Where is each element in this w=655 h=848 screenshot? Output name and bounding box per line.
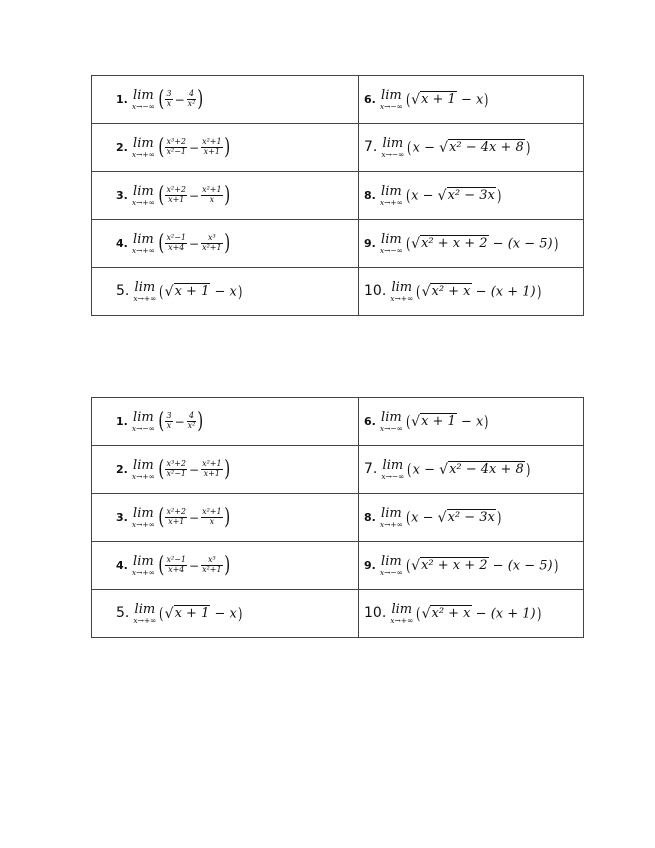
fraction: [201, 508, 223, 527]
limit-expression: [157, 456, 231, 482]
fraction: [165, 138, 187, 157]
numerator: x²+1: [202, 507, 222, 517]
problem-number: 6.: [364, 93, 376, 106]
denominator: x²−1: [166, 469, 186, 478]
close-paren: ): [197, 86, 204, 112]
radicand: x + 1: [174, 606, 210, 621]
limit-expression: [157, 134, 231, 160]
sqrt-sign: √: [164, 283, 174, 300]
tail-expression: − (x + 1): [475, 284, 536, 299]
minus-sign: −: [189, 510, 200, 525]
limit-subscript: x→+∞: [131, 471, 155, 481]
sqrt-sign: √: [421, 605, 431, 622]
problem-cell: [359, 220, 584, 268]
lim-word: lim: [134, 279, 156, 295]
denominator: x: [166, 99, 172, 108]
problem-cell: [92, 590, 359, 638]
table-row: [92, 268, 584, 316]
limit-subscript: x→+∞: [379, 197, 403, 207]
lim-word: lim: [391, 601, 413, 617]
lim-word: lim: [382, 457, 404, 473]
limit-operator: [381, 459, 404, 481]
denominator: x: [166, 421, 172, 430]
tail-expression: − (x − 5): [492, 236, 553, 251]
lim-word: lim: [382, 135, 404, 151]
limit-subscript: x→−∞: [381, 471, 405, 481]
problem-number: 8.: [364, 511, 376, 524]
open-paren: (: [158, 552, 165, 578]
limit-operator: [132, 507, 155, 529]
problem-cell: [359, 446, 584, 494]
limit-subscript: x→−∞: [379, 567, 403, 577]
close-paren: ): [223, 182, 230, 208]
limit-operator: [381, 137, 404, 159]
radicand: x² + x + 2: [421, 558, 488, 573]
close-paren: ): [536, 281, 541, 301]
limit-expression: [157, 552, 231, 578]
numerator: x²−1: [166, 555, 186, 565]
limit-expression: [405, 411, 490, 431]
radicand: x² + x + 2: [421, 236, 488, 251]
limit-operator: [133, 603, 156, 625]
problem-number: 1.: [116, 93, 128, 106]
sqrt-sign: √: [437, 187, 447, 204]
lim-word: lim: [133, 553, 154, 569]
problem-number: 7.: [364, 461, 378, 477]
sqrt-sign: √: [421, 283, 431, 300]
problem-number: 8.: [364, 189, 376, 202]
fraction: [165, 186, 187, 205]
problem-number: 4.: [116, 237, 128, 250]
denominator: x²+1: [202, 565, 222, 574]
numerator: x²+2: [166, 507, 186, 517]
problem-number: 4.: [116, 559, 128, 572]
sqrt-sign: √: [411, 413, 421, 430]
problem-number: 6.: [364, 415, 376, 428]
limit-subscript: x→−∞: [379, 423, 403, 433]
numerator: 3: [166, 89, 172, 99]
problem-number: 2.: [116, 141, 128, 154]
limit-operator: [390, 281, 413, 303]
limit-operator: [132, 233, 155, 255]
problem-cell: [92, 446, 359, 494]
numerator: x³: [201, 234, 223, 244]
open-paren: (: [158, 134, 165, 160]
tail-expression: − (x − 5): [492, 558, 553, 573]
problem-number: 3.: [116, 189, 128, 202]
numerator: 3: [166, 411, 172, 421]
numerator: x²+1: [202, 459, 222, 469]
sqrt-sign: √: [439, 139, 449, 156]
limit-operator: [390, 603, 413, 625]
limit-operator: [132, 137, 155, 159]
minus-sign: −: [189, 140, 200, 155]
limit-expression: [157, 408, 205, 434]
numerator: x³+2: [166, 137, 186, 147]
limit-subscript: x→+∞: [379, 519, 403, 529]
open-paren: (: [158, 86, 165, 112]
limit-subscript: x→−∞: [379, 245, 403, 255]
problem-cell: [92, 172, 359, 220]
fraction: [187, 412, 197, 431]
limit-expression: [405, 89, 490, 109]
problem-cell: [359, 268, 584, 316]
table-row: [92, 124, 584, 172]
limit-subscript: x→+∞: [133, 615, 157, 625]
problem-cell: [92, 220, 359, 268]
limit-expression: [157, 182, 231, 208]
radicand: x² − 3x: [447, 188, 495, 203]
limit-subscript: x→+∞: [131, 519, 155, 529]
denominator: x+4: [168, 243, 185, 252]
denominator: x: [209, 517, 215, 526]
problem-number: 5.: [116, 283, 130, 299]
problem-number: 9.: [364, 237, 376, 250]
close-paren: ): [525, 459, 531, 479]
close-paren: ): [553, 555, 558, 575]
tail-expression: − x: [460, 414, 484, 429]
limit-subscript: x→−∞: [131, 423, 155, 433]
fraction: [201, 234, 223, 253]
fraction: [187, 90, 197, 109]
open-paren: (: [159, 603, 164, 623]
head-expression: x −: [411, 188, 434, 203]
problem-cell: [92, 398, 359, 446]
problem-cell: [359, 590, 584, 638]
limit-operator: [380, 89, 403, 111]
open-paren: (: [158, 456, 165, 482]
limit-operator: [380, 555, 403, 577]
problem-cell: [359, 398, 584, 446]
denominator: x+1: [168, 195, 185, 204]
problem-cell: [92, 268, 359, 316]
sqrt-sign: √: [437, 509, 447, 526]
minus-sign: −: [189, 558, 200, 573]
fraction: [201, 460, 223, 479]
limit-operator: [380, 185, 403, 207]
limit-subscript: x→−∞: [131, 101, 155, 111]
limit-expression: [405, 233, 559, 253]
limit-expression: [415, 281, 542, 301]
open-paren: (: [405, 411, 411, 431]
minus-sign: −: [174, 92, 185, 107]
limit-expression: [405, 555, 559, 575]
close-paren: ): [223, 504, 230, 530]
sqrt-sign: √: [164, 605, 174, 622]
lim-word: lim: [133, 135, 154, 151]
problem-number: 10.: [364, 605, 387, 621]
limit-subscript: x→+∞: [131, 245, 155, 255]
fraction: [165, 412, 172, 431]
minus-sign: −: [189, 236, 200, 251]
limit-expression: [157, 86, 205, 112]
minus-sign: −: [189, 462, 200, 477]
lim-word: lim: [381, 505, 402, 521]
radicand: x² + x: [431, 284, 471, 299]
fraction: [165, 460, 187, 479]
open-paren: (: [405, 507, 411, 527]
limit-operator: [380, 233, 403, 255]
open-paren: (: [158, 408, 165, 434]
numerator: x³: [201, 556, 223, 566]
limit-subscript: x→+∞: [390, 615, 414, 625]
fraction: [201, 556, 223, 575]
lim-word: lim: [133, 87, 154, 103]
tail-expression: − x: [460, 92, 484, 107]
fraction: [165, 234, 187, 253]
denominator: x²: [187, 99, 196, 108]
numerator: x²−1: [166, 233, 186, 243]
close-paren: ): [536, 603, 541, 623]
problem-cell: [359, 494, 584, 542]
problem-cell: [359, 124, 584, 172]
head-expression: x −: [412, 140, 436, 155]
radicand: x² − 3x: [447, 510, 495, 525]
limit-subscript: x→+∞: [131, 567, 155, 577]
open-paren: (: [159, 281, 164, 301]
table-row: [92, 494, 584, 542]
lim-word: lim: [134, 601, 156, 617]
close-paren: ): [197, 408, 204, 434]
sqrt-sign: √: [411, 235, 421, 252]
lim-word: lim: [133, 409, 154, 425]
limit-subscript: x→+∞: [131, 149, 155, 159]
fraction: [165, 556, 187, 575]
lim-word: lim: [133, 231, 154, 247]
numerator: x²+2: [166, 185, 186, 195]
problem-cell: [92, 494, 359, 542]
limit-operator: [132, 555, 155, 577]
lim-word: lim: [381, 553, 402, 569]
limit-expression: [405, 507, 502, 527]
table-row: [92, 446, 584, 494]
radicand: x² + x: [431, 606, 471, 621]
limit-expression: [415, 603, 542, 623]
lim-word: lim: [381, 87, 402, 103]
lim-word: lim: [381, 231, 402, 247]
open-paren: (: [407, 459, 412, 479]
radicand: x + 1: [421, 92, 456, 107]
lim-word: lim: [381, 183, 402, 199]
limit-subscript: x→+∞: [131, 197, 155, 207]
close-paren: ): [496, 507, 502, 527]
open-paren: (: [158, 230, 165, 256]
radicand: x² − 4x + 8: [449, 462, 524, 477]
limit-expression: [405, 185, 502, 205]
open-paren: (: [158, 504, 165, 530]
table-row: [92, 220, 584, 268]
problem-number: 7.: [364, 139, 378, 155]
table-row: [92, 542, 584, 590]
limit-operator: [132, 459, 155, 481]
problem-number: 3.: [116, 511, 128, 524]
fraction: [201, 138, 223, 157]
close-paren: ): [223, 230, 230, 256]
numerator: x²+1: [202, 185, 222, 195]
limit-expression: [406, 459, 531, 479]
radicand: x + 1: [174, 284, 210, 299]
limit-operator: [132, 411, 155, 433]
open-paren: (: [405, 555, 411, 575]
denominator: x²: [187, 421, 196, 430]
numerator: 4: [187, 90, 197, 100]
sqrt-sign: √: [411, 557, 421, 574]
problem-cell: [359, 172, 584, 220]
problem-number: 5.: [116, 605, 130, 621]
close-paren: ): [525, 137, 531, 157]
close-paren: ): [496, 185, 502, 205]
problem-cell: [92, 76, 359, 124]
table-row: [92, 590, 584, 638]
lim-word: lim: [391, 279, 413, 295]
denominator: x+4: [168, 565, 185, 574]
limits-table-bottom: [91, 397, 584, 638]
close-paren: ): [237, 281, 243, 301]
numerator: x²+1: [202, 137, 222, 147]
open-paren: (: [405, 89, 411, 109]
numerator: 4: [187, 412, 197, 422]
limit-expression: [158, 603, 243, 623]
problem-cell: [359, 76, 584, 124]
close-paren: ): [223, 552, 230, 578]
open-paren: (: [416, 281, 421, 301]
tail-expression: − (x + 1): [475, 606, 536, 621]
problem-number: 10.: [364, 283, 387, 299]
problem-cell: [359, 542, 584, 590]
close-paren: ): [484, 411, 489, 431]
lim-word: lim: [381, 409, 402, 425]
open-paren: (: [405, 233, 411, 253]
problem-number: 2.: [116, 463, 128, 476]
limit-subscript: x→+∞: [390, 293, 414, 303]
table-row: [92, 76, 584, 124]
fraction: [165, 508, 187, 527]
denominator: x+1: [203, 469, 220, 478]
limit-operator: [132, 89, 155, 111]
limit-expression: [157, 230, 231, 256]
limit-operator: [132, 185, 155, 207]
denominator: x²+1: [202, 243, 222, 252]
denominator: x: [209, 195, 215, 204]
denominator: x²−1: [166, 147, 186, 156]
problem-number: 9.: [364, 559, 376, 572]
limit-expression: [406, 137, 531, 157]
limit-operator: [133, 281, 156, 303]
limits-table-top: [91, 75, 584, 316]
table-row: [92, 172, 584, 220]
lim-word: lim: [133, 457, 154, 473]
denominator: x+1: [168, 517, 185, 526]
limit-subscript: x→−∞: [379, 101, 403, 111]
denominator: x+1: [203, 147, 220, 156]
close-paren: ): [223, 456, 230, 482]
close-paren: ): [237, 603, 243, 623]
tail-expression: − x: [214, 284, 237, 299]
radicand: x² − 4x + 8: [449, 140, 524, 155]
close-paren: ): [484, 89, 489, 109]
limit-subscript: x→+∞: [133, 293, 157, 303]
limit-operator: [380, 507, 403, 529]
lim-word: lim: [133, 183, 154, 199]
open-paren: (: [407, 137, 412, 157]
limit-subscript: x→−∞: [381, 149, 405, 159]
table-row: [92, 398, 584, 446]
limit-expression: [158, 281, 243, 301]
fraction: [165, 90, 172, 109]
sqrt-sign: √: [411, 91, 421, 108]
tail-expression: − x: [214, 606, 237, 621]
open-paren: (: [405, 185, 411, 205]
close-paren: ): [553, 233, 558, 253]
numerator: x³+2: [166, 459, 186, 469]
head-expression: x −: [411, 510, 434, 525]
sqrt-sign: √: [439, 461, 449, 478]
open-paren: (: [158, 182, 165, 208]
problem-cell: [92, 542, 359, 590]
problem-number: 1.: [116, 415, 128, 428]
head-expression: x −: [412, 462, 436, 477]
minus-sign: −: [174, 414, 185, 429]
radicand: x + 1: [421, 414, 456, 429]
problem-cell: [92, 124, 359, 172]
limit-operator: [380, 411, 403, 433]
open-paren: (: [416, 603, 421, 623]
limit-expression: [157, 504, 231, 530]
close-paren: ): [223, 134, 230, 160]
minus-sign: −: [189, 188, 200, 203]
fraction: [201, 186, 223, 205]
lim-word: lim: [133, 505, 154, 521]
